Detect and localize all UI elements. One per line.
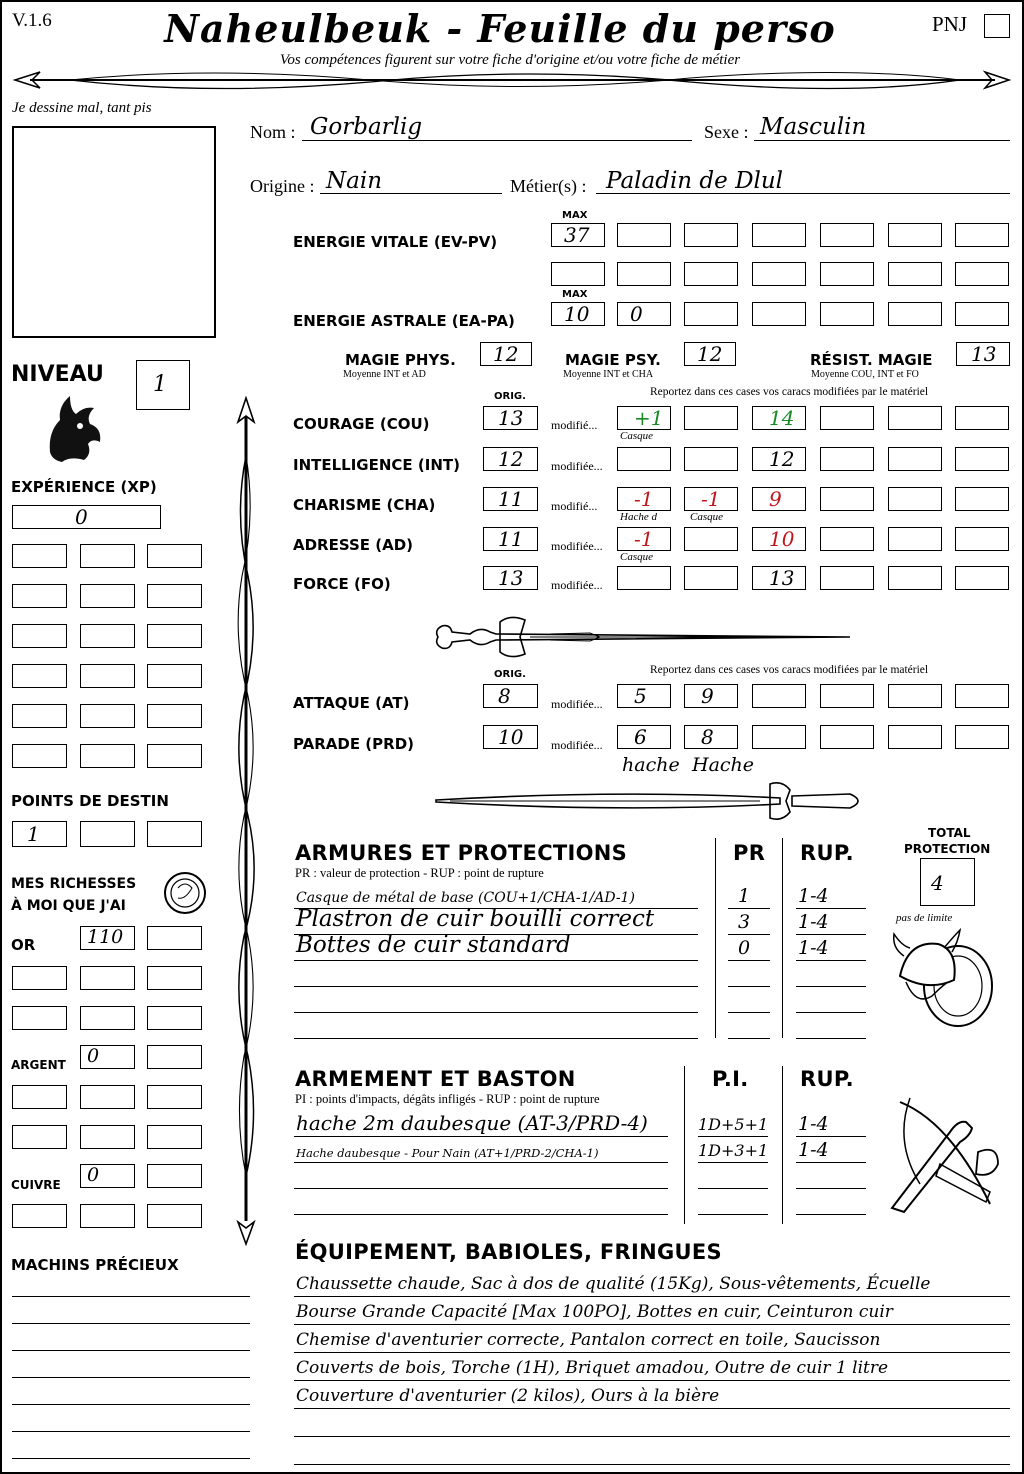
energy-box[interactable] <box>955 223 1009 247</box>
carac-mod-box[interactable] <box>752 527 806 551</box>
xp-box[interactable] <box>80 664 135 688</box>
magie-phys-note: Moyenne INT et AD <box>343 369 426 380</box>
armor-line[interactable] <box>294 960 698 961</box>
weapon-line[interactable] <box>294 1214 668 1215</box>
money-box[interactable] <box>80 1006 135 1030</box>
argent-label: ARGENT <box>11 1058 66 1072</box>
armor-rup-line[interactable] <box>796 960 866 961</box>
or-label: OR <box>11 936 36 954</box>
carac-mod-box[interactable] <box>955 566 1009 590</box>
spear-divider-icon <box>10 62 1014 98</box>
armor-pr: 0 <box>738 937 751 959</box>
carac-mod-box[interactable] <box>888 566 942 590</box>
weapon-rup-line[interactable] <box>796 1162 866 1163</box>
carac-mod-box[interactable] <box>684 487 738 511</box>
carac-mod-box[interactable] <box>617 447 671 471</box>
box-value: 12 <box>769 447 795 471</box>
armor-pr: 1 <box>738 885 751 907</box>
carac-mod-label: modifiée... <box>551 539 603 553</box>
total-protection-box[interactable]: 4 <box>920 858 975 906</box>
energy-box[interactable] <box>617 262 671 286</box>
carac-mod-box[interactable] <box>955 406 1009 430</box>
money-box[interactable] <box>80 966 135 990</box>
equipment-text: Couverts de bois, Torche (1H), Briquet amadou, Outre de cuir 1 litre <box>296 1358 889 1378</box>
weapons-title: ARMEMENT ET BASTON <box>295 1067 576 1091</box>
armor-name: Bottes de cuir standard <box>296 932 571 958</box>
combat-note-2: Hache <box>692 754 755 776</box>
no-limit-note: pas de limite <box>896 912 953 924</box>
ev-label: ENERGIE VITALE (EV-PV) <box>293 233 498 251</box>
weapon-pi: 1D+5+1 <box>698 1115 769 1134</box>
weapon-name: hache 2m daubesque (AT-3/PRD-4) <box>296 1111 648 1135</box>
pnj-checkbox[interactable] <box>984 14 1010 38</box>
helmet-shield-icon <box>888 926 998 1036</box>
combat-mod-box[interactable] <box>752 684 806 708</box>
armor-name: Plastron de cuir bouilli correct <box>296 906 655 932</box>
nom-line[interactable] <box>302 140 692 141</box>
box-value: -1 <box>634 487 654 511</box>
energy-box[interactable] <box>684 223 738 247</box>
niveau-label: NIVEAU <box>11 362 104 387</box>
machins-line[interactable] <box>12 1431 250 1432</box>
ea-max-label: MAX <box>562 289 588 300</box>
weapon-pi: 1D+3+1 <box>698 1141 769 1160</box>
cuivre-label: CUIVRE <box>11 1178 61 1192</box>
carac-mod-box[interactable] <box>820 487 874 511</box>
money-box[interactable] <box>147 1204 202 1228</box>
ea-label: ENERGIE ASTRALE (EA-PA) <box>293 312 515 330</box>
money-box[interactable] <box>12 1125 67 1149</box>
origine-label: Origine : <box>250 176 315 196</box>
money-box[interactable] <box>147 1006 202 1030</box>
carac-mod-box[interactable] <box>752 566 806 590</box>
machins-line[interactable] <box>12 1458 250 1459</box>
carac-mod-note: Casque <box>690 511 723 523</box>
box-value: 11 <box>498 487 524 511</box>
combat-mod-box[interactable] <box>955 725 1009 749</box>
combat-mod-box[interactable] <box>684 725 738 749</box>
nom-value: Gorbarlig <box>310 114 423 140</box>
equipment-line[interactable] <box>294 1352 1010 1353</box>
or-box[interactable] <box>147 926 202 950</box>
cuivre-box[interactable] <box>80 1164 135 1188</box>
box-value: 9 <box>769 487 782 511</box>
equipment-title: ÉQUIPEMENT, BABIOLES, FRINGUES <box>295 1240 722 1264</box>
energy-box[interactable] <box>955 302 1009 326</box>
energy-box[interactable] <box>955 262 1009 286</box>
carac-mod-box[interactable] <box>888 447 942 471</box>
combat-mod-box[interactable] <box>752 725 806 749</box>
carac-mod-box[interactable] <box>752 406 806 430</box>
armor-line[interactable] <box>294 986 698 987</box>
carac-mod-box[interactable] <box>617 406 671 430</box>
or-box[interactable] <box>80 926 135 950</box>
carac-mod-box[interactable] <box>752 487 806 511</box>
xp-label: EXPÉRIENCE (XP) <box>11 478 157 496</box>
richesses-label: MES RICHESSES <box>11 876 137 892</box>
xp-box[interactable] <box>147 744 202 768</box>
armor-pr-line[interactable] <box>728 960 770 961</box>
combat-mod-box[interactable] <box>888 725 942 749</box>
box-value: 9 <box>701 684 714 708</box>
carac-mod-label: modifié... <box>551 499 598 513</box>
combat-report-note: Reportez dans ces cases vos caracs modifiées par le matériel <box>650 664 929 676</box>
weapons-col-divider <box>684 1066 685 1224</box>
weapon-rup: 1-4 <box>798 1139 829 1161</box>
money-box[interactable] <box>147 1125 202 1149</box>
carac-mod-box[interactable] <box>684 406 738 430</box>
carac-mod-note: Hache d <box>620 511 657 523</box>
carac-mod-label: modifiée... <box>551 459 603 473</box>
box-value: 13 <box>769 566 795 590</box>
niveau-box[interactable]: 1 <box>136 360 190 410</box>
equipment-line[interactable] <box>294 1296 1010 1297</box>
combat-note-1: hache <box>622 754 680 776</box>
energy-box[interactable] <box>551 262 605 286</box>
box-value: 0 <box>87 1045 100 1067</box>
magie-psy-box[interactable]: 12 <box>684 342 736 366</box>
dragon-icon <box>40 392 106 464</box>
caracs-orig-label: ORIG. <box>494 391 526 402</box>
total-protection-label-2: PROTECTION <box>904 842 991 856</box>
carac-mod-label: modifié... <box>551 418 598 432</box>
armor-legend: PR : valeur de protection - RUP : point de rupture <box>295 866 544 880</box>
box-value: 0 <box>87 1164 100 1186</box>
xp-box[interactable]: 0 <box>12 505 161 529</box>
carac-mod-box[interactable] <box>955 447 1009 471</box>
weapon-line[interactable] <box>294 1162 668 1163</box>
money-box[interactable] <box>12 1085 67 1109</box>
armor-rup-line[interactable] <box>796 986 866 987</box>
carac-mod-box[interactable] <box>617 566 671 590</box>
xp-box[interactable] <box>12 664 67 688</box>
carac-mod-box[interactable] <box>955 487 1009 511</box>
xp-box[interactable] <box>12 624 67 648</box>
resist-magie-note: Moyenne COU, INT et FO <box>811 369 919 380</box>
armor-pr-line[interactable] <box>728 908 770 909</box>
version-label: V.1.6 <box>12 10 52 31</box>
spear-icon <box>226 396 266 1246</box>
carac-orig-box[interactable] <box>483 447 538 471</box>
money-box[interactable] <box>147 966 202 990</box>
money-box[interactable] <box>80 1125 135 1149</box>
total-protection-label: TOTAL <box>928 826 971 840</box>
energy-box[interactable] <box>820 262 874 286</box>
energy-box[interactable] <box>551 223 605 247</box>
carac-mod-box[interactable] <box>820 447 874 471</box>
xp-box[interactable] <box>147 624 202 648</box>
carac-mod-box[interactable] <box>955 527 1009 551</box>
metier-label: Métier(s) : <box>510 176 587 196</box>
resist-magie-label: RÉSIST. MAGIE <box>810 351 933 369</box>
armor-pr-line[interactable] <box>728 986 770 987</box>
cuivre-box[interactable] <box>147 1164 202 1188</box>
weapon-name: Hache daubesque - Pour Nain (AT+1/PRD-2/CHA-1) <box>296 1145 599 1160</box>
magie-phys-label: MAGIE PHYS. <box>345 351 456 369</box>
carac-mod-box[interactable] <box>820 527 874 551</box>
combat-mod-box[interactable] <box>888 684 942 708</box>
xp-box[interactable] <box>80 624 135 648</box>
armor-col-divider <box>782 838 783 1038</box>
carac-mod-box[interactable] <box>888 406 942 430</box>
origine-line[interactable] <box>320 193 502 194</box>
richesses-label-2: À MOI QUE J'AI <box>11 898 126 914</box>
equipment-line[interactable] <box>294 1464 1010 1465</box>
equipment-line[interactable] <box>294 1380 1010 1381</box>
sexe-value: Masculin <box>760 114 867 140</box>
xp-box[interactable] <box>147 544 202 568</box>
attaque-orig-box[interactable]: 8 <box>483 684 538 708</box>
armor-rup-line[interactable] <box>796 934 866 935</box>
page-title: Naheulbeuk - Feuille du perso <box>164 6 836 51</box>
armor-pr-line[interactable] <box>728 934 770 935</box>
page-subtitle: Vos compétences figurent sur votre fiche d'origine et/ou votre fiche de métier <box>279 52 741 68</box>
carac-label: CHARISME (CHA) <box>293 496 436 514</box>
carac-label: INTELLIGENCE (INT) <box>293 456 460 474</box>
weapons-legend: PI : points d'impacts, dégâts infligés - RUP : point de rupture <box>295 1092 600 1106</box>
armor-rup-line[interactable] <box>796 1038 866 1039</box>
energy-box[interactable] <box>752 262 806 286</box>
energy-box[interactable] <box>888 223 942 247</box>
energy-box[interactable] <box>617 302 671 326</box>
sword-icon <box>430 780 870 824</box>
attaque-mod-label: modifiée... <box>551 697 603 711</box>
armor-pr-line[interactable] <box>728 1038 770 1039</box>
magie-psy-label: MAGIE PSY. <box>565 351 661 369</box>
weapons-icon <box>880 1092 1010 1218</box>
carac-mod-label: modifiée... <box>551 578 603 592</box>
box-value: -1 <box>701 487 721 511</box>
magie-phys-box[interactable]: 12 <box>480 342 532 366</box>
xp-box[interactable] <box>147 704 202 728</box>
carac-mod-box[interactable] <box>617 527 671 551</box>
carac-mod-box[interactable] <box>888 487 942 511</box>
equipment-text: Chaussette chaude, Sac à dos de qualité (15Kg), Sous-vêtements, Écuelle <box>296 1274 931 1294</box>
energy-box[interactable] <box>752 302 806 326</box>
xp-box[interactable] <box>80 704 135 728</box>
carac-label: COURAGE (COU) <box>293 415 430 433</box>
combat-mod-box[interactable] <box>684 684 738 708</box>
carac-mod-note: Casque <box>620 430 653 442</box>
parade-mod-label: modifiée... <box>551 738 603 752</box>
xp-box[interactable] <box>147 664 202 688</box>
xp-box[interactable] <box>80 584 135 608</box>
energy-box[interactable] <box>752 223 806 247</box>
carac-mod-box[interactable] <box>684 527 738 551</box>
carac-label: FORCE (FO) <box>293 575 391 593</box>
xp-box[interactable] <box>12 544 67 568</box>
box-value: 8 <box>701 725 714 749</box>
equipment-line[interactable] <box>294 1436 1010 1437</box>
box-value: 14 <box>769 406 795 430</box>
box-value: -1 <box>634 527 654 551</box>
armor-pr: 3 <box>738 911 751 933</box>
portrait-box[interactable] <box>12 126 216 338</box>
armor-line[interactable] <box>294 1038 698 1039</box>
carac-orig-box[interactable] <box>483 566 538 590</box>
carac-mod-note: Casque <box>620 551 653 563</box>
weapon-rup-line[interactable] <box>796 1136 866 1137</box>
money-box[interactable] <box>12 966 67 990</box>
box-value: 11 <box>498 527 524 551</box>
caracs-report-note: Reportez dans ces cases vos caracs modifiées par le matériel <box>650 386 929 398</box>
energy-box[interactable] <box>684 262 738 286</box>
ev-max-label: MAX <box>562 210 588 221</box>
carac-mod-box[interactable] <box>617 487 671 511</box>
pnj-label: PNJ <box>932 12 968 36</box>
box-value: 10 <box>564 302 590 326</box>
sexe-line[interactable] <box>754 140 1010 141</box>
box-value: 12 <box>498 447 524 471</box>
xp-box[interactable] <box>12 704 67 728</box>
money-box[interactable] <box>80 1085 135 1109</box>
weapon-pi-line[interactable] <box>698 1214 768 1215</box>
sword-icon <box>430 612 870 662</box>
machins-line[interactable] <box>12 1296 250 1297</box>
xp-box[interactable] <box>12 584 67 608</box>
magie-psy-note: Moyenne INT et CHA <box>563 369 654 380</box>
box-value: +1 <box>634 406 664 430</box>
equipment-line[interactable] <box>294 1324 1010 1325</box>
armor-pr-line[interactable] <box>728 1012 770 1013</box>
box-value: 10 <box>769 527 795 551</box>
weapon-pi-line[interactable] <box>698 1162 768 1163</box>
money-box[interactable] <box>12 1204 67 1228</box>
equipment-text: Couverture d'aventurier (2 kilos), Ours à la bière <box>296 1386 720 1406</box>
attaque-label: ATTAQUE (AT) <box>293 694 410 712</box>
argent-box[interactable] <box>80 1045 135 1069</box>
weapons-col-divider <box>782 1066 783 1224</box>
combat-orig-label: ORIG. <box>494 669 526 680</box>
xp-box[interactable] <box>147 584 202 608</box>
origine-value: Nain <box>326 168 383 194</box>
armor-title: ARMURES ET PROTECTIONS <box>295 841 628 865</box>
parade-orig-box[interactable]: 10 <box>483 725 538 749</box>
combat-mod-box[interactable] <box>617 725 671 749</box>
armor-col-divider <box>715 838 716 1038</box>
weapons-pi-label: P.I. <box>712 1067 749 1091</box>
equipment-line[interactable] <box>294 1408 1010 1409</box>
armor-line[interactable] <box>294 1012 698 1013</box>
carac-mod-box[interactable] <box>820 406 874 430</box>
combat-mod-box[interactable] <box>617 684 671 708</box>
energy-box[interactable] <box>551 302 605 326</box>
equipment-text: Bourse Grande Capacité [Max 100PO], Bottes en cuir, Ceinturon cuir <box>296 1302 893 1322</box>
carac-orig-box[interactable] <box>483 527 538 551</box>
box-value: 13 <box>498 406 524 430</box>
armor-rup: 1-4 <box>798 911 829 933</box>
carac-mod-box[interactable] <box>684 566 738 590</box>
weapon-line[interactable] <box>294 1136 668 1137</box>
weapon-rup: 1-4 <box>798 1113 829 1135</box>
armor-rup-line[interactable] <box>796 908 866 909</box>
coin-icon <box>162 870 208 916</box>
nom-label: Nom : <box>250 122 296 142</box>
combat-mod-box[interactable] <box>955 684 1009 708</box>
carac-label: ADRESSE (AD) <box>293 536 414 554</box>
box-value: 5 <box>634 684 647 708</box>
machins-label: MACHINS PRÉCIEUX <box>11 1256 179 1274</box>
box-value: 0 <box>630 302 643 326</box>
energy-box[interactable] <box>820 223 874 247</box>
resist-magie-box[interactable]: 13 <box>956 342 1010 366</box>
carac-mod-box[interactable] <box>752 447 806 471</box>
equipment-text: Chemise d'aventurier correcte, Pantalon correct en toile, Saucisson <box>296 1330 881 1350</box>
box-value: 13 <box>498 566 524 590</box>
money-box[interactable] <box>12 1006 67 1030</box>
carac-mod-box[interactable] <box>684 447 738 471</box>
carac-orig-box[interactable] <box>483 406 538 430</box>
machins-line[interactable] <box>12 1404 250 1405</box>
armor-rup: 1-4 <box>798 937 829 959</box>
box-value: 6 <box>634 725 647 749</box>
argent-box[interactable] <box>147 1045 202 1069</box>
xp-box[interactable] <box>80 544 135 568</box>
box-value: 37 <box>564 223 590 247</box>
machins-line[interactable] <box>12 1350 250 1351</box>
xp-box[interactable] <box>80 744 135 768</box>
destin-box[interactable]: 1 <box>12 821 67 847</box>
energy-box[interactable] <box>888 302 942 326</box>
money-box[interactable] <box>80 1204 135 1228</box>
parade-label: PARADE (PRD) <box>293 735 415 753</box>
money-box[interactable] <box>147 1085 202 1109</box>
combat-mod-box[interactable] <box>820 725 874 749</box>
destin-box[interactable] <box>80 821 135 847</box>
carac-mod-box[interactable] <box>888 527 942 551</box>
combat-mod-box[interactable] <box>820 684 874 708</box>
carac-mod-box[interactable] <box>820 566 874 590</box>
weapon-pi-line[interactable] <box>698 1136 768 1137</box>
armor-rup: 1-4 <box>798 885 829 907</box>
energy-box[interactable] <box>684 302 738 326</box>
weapon-line[interactable] <box>294 1188 668 1189</box>
armor-pr-label: PR <box>733 841 766 865</box>
destin-label: POINTS DE DESTIN <box>11 792 169 810</box>
armor-rup-label: RUP. <box>800 841 854 865</box>
machins-line[interactable] <box>12 1323 250 1324</box>
box-value: 110 <box>87 926 124 948</box>
energy-box[interactable] <box>617 223 671 247</box>
weapon-rup-line[interactable] <box>796 1214 866 1215</box>
xp-box[interactable] <box>12 744 67 768</box>
metier-value: Paladin de Dlul <box>606 168 784 194</box>
carac-orig-box[interactable] <box>483 487 538 511</box>
weapon-pi-line[interactable] <box>698 1188 768 1189</box>
armor-name: Casque de métal de base (COU+1/CHA-1/AD-1) <box>296 890 635 906</box>
armor-rup-line[interactable] <box>796 1012 866 1013</box>
destin-box[interactable] <box>147 821 202 847</box>
weapons-rup-label: RUP. <box>800 1067 854 1091</box>
energy-box[interactable] <box>820 302 874 326</box>
machins-line[interactable] <box>12 1377 250 1378</box>
metier-line[interactable] <box>596 193 1010 194</box>
portrait-caption: Je dessine mal, tant pis <box>12 100 152 116</box>
weapon-rup-line[interactable] <box>796 1188 866 1189</box>
sexe-label: Sexe : <box>704 122 749 142</box>
energy-box[interactable] <box>888 262 942 286</box>
